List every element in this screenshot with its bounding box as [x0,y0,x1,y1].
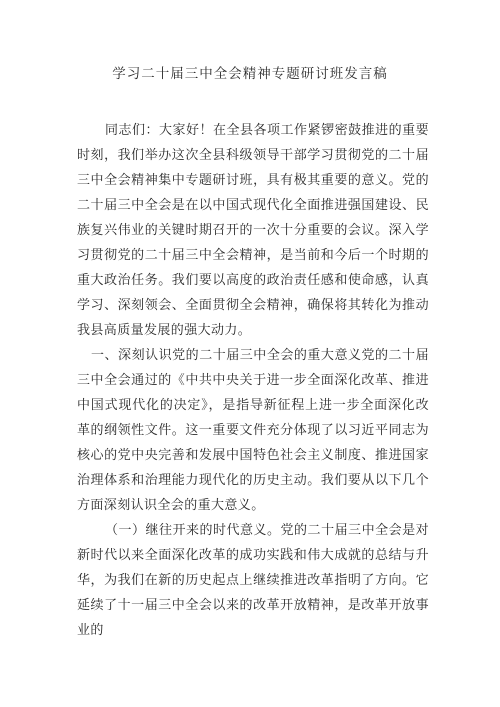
paragraph-subsection-one: （一）继往开来的时代意义。党的二十届三中全会是对新时代以来全面深化改革的成功实践和伟大成就的总结与升华，为我们在新的历史起点上继续推进改革指明了方向。它延续了十一届三中全会以来的改革开放精神，是改革开放事业的 [77,523,429,638]
document-body [77,118,429,643]
paragraph-section-one: 一、深刻认识党的二十届三中全会的重大意义党的二十届三中全会通过的《中共中央关于进一步全面深化改革、推进中国式现代化的决定》，是指导新征程上进一步全面深化改革的纲领性文件。这一重要文件充分体现了以习近平同志为核心的党中央完善和发展中国特色社会主义制度、推进国家治理体系和治理能力现代化的历史主动。我们要从以下几个方面深刻认识全会的重大意义。 [77,348,429,513]
document-title: 学习二十届三中全会精神专题研讨班发言稿 [112,66,388,82]
paragraph-opening: 同志们：大家好！在全县各项工作紧锣密鼓推进的重要时刻，我们举办这次全县科级领导干部学习贯彻党的二十届三中全会精神集中专题研讨班，具有极其重要的意义。党的二十届三中全会是在以中国式现代化全面推进强国建设、民族复兴伟业的关键时期召开的一次十分重要的会议。深入学习贯彻党的二十届三中全会精神，是当前和今后一个时期的重大政治任务。我们要以高度的政治责任感和使命感，认真学习、深刻领会、全面贯彻全会精神，确保将其转化为推动我县高质量发展的强大动力。 [77,123,429,338]
